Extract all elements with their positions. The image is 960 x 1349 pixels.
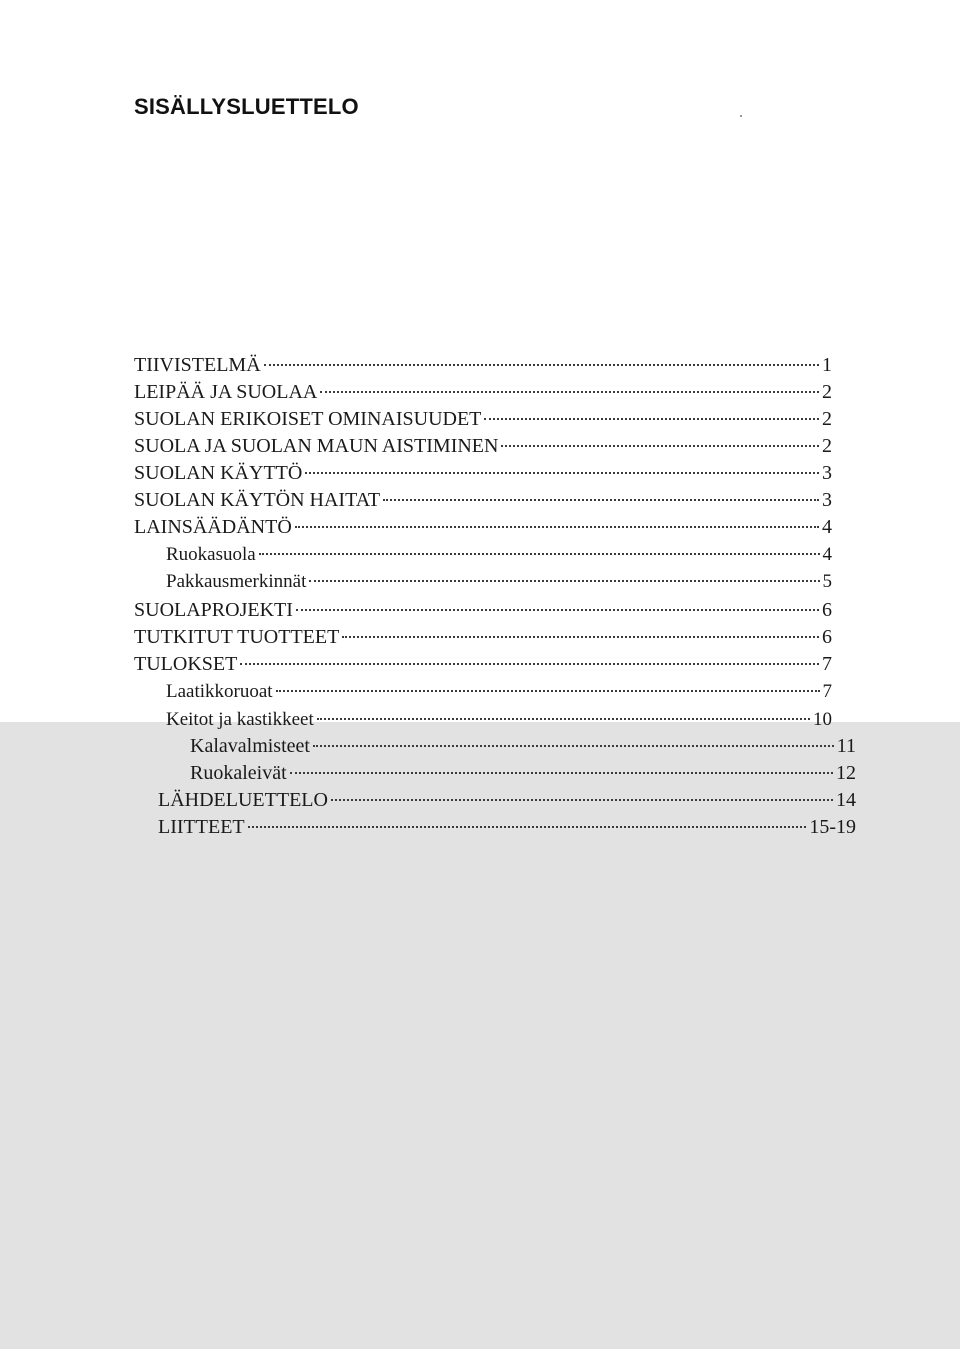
toc-leader-dots: [342, 636, 819, 638]
toc-entry-label: LEIPÄÄ JA SUOLAA: [134, 381, 318, 403]
toc-entry-page: 2: [822, 408, 832, 430]
toc-entry-page: 4: [822, 544, 832, 565]
toc-leader-dots: [484, 418, 819, 420]
toc-leader-dots: [264, 364, 819, 366]
toc-entry-leipaa-ja-suolaa[interactable]: [134, 379, 832, 406]
toc-leader-dots: [296, 609, 819, 611]
toc-subentry-ruokasuola[interactable]: [166, 541, 832, 568]
toc-leader-dots: [317, 718, 810, 720]
toc-entry-page: 15-19: [809, 816, 856, 838]
page-title: SISÄLLYSLUETTELO: [134, 94, 359, 119]
toc-entry-label: Keitot ja kastikkeet: [166, 709, 314, 730]
toc-leader-dots: [383, 499, 819, 501]
toc-entry-lahdeluettelo[interactable]: [158, 787, 856, 814]
toc-entry-page: 3: [822, 462, 832, 484]
toc-leader-dots: [331, 799, 833, 801]
toc-entry-label: TUTKITUT TUOTTEET: [134, 626, 340, 648]
toc-entry-tiivistelma[interactable]: [134, 352, 832, 379]
toc-leader-dots: [276, 690, 820, 692]
toc-leader-dots: [309, 580, 819, 582]
toc-subentry-pakkausmerkinnat[interactable]: [166, 568, 832, 595]
toc-entry-label: LÄHDELUETTELO: [158, 789, 328, 811]
toc-entry-page: 11: [836, 735, 856, 757]
toc-entry-page: 4: [822, 516, 832, 538]
toc-entry-page: 5: [822, 571, 832, 592]
toc-entry-suolan-kayton-haitat[interactable]: [134, 487, 832, 514]
toc-entry-page: 2: [822, 435, 832, 457]
toc-entry-label: Ruokasuola: [166, 544, 256, 565]
toc-leader-dots: [501, 445, 819, 447]
toc-leader-dots: [295, 526, 819, 528]
toc-entry-label: Laatikkoruoat: [166, 681, 273, 702]
toc-entry-liitteet[interactable]: [158, 814, 856, 841]
toc-entry-page: 14: [836, 789, 856, 811]
toc-entry-suola-ja-maun-aistiminen[interactable]: [134, 433, 832, 460]
toc-entry-label: SUOLAN KÄYTTÖ: [134, 462, 303, 484]
toc-leader-dots: [259, 553, 820, 555]
toc-entry-label: Pakkausmerkinnät: [166, 571, 307, 592]
toc-entry-page: 7: [822, 681, 832, 702]
toc-entry-label: LIITTEET: [158, 816, 245, 838]
toc-subentry-ruokaleivat[interactable]: [190, 760, 856, 787]
toc-entry-page: 6: [822, 599, 832, 621]
toc-entry-page: 12: [836, 762, 856, 784]
toc-entry-label: Ruokaleivät: [190, 762, 287, 784]
toc-subentry-keitot-ja-kastikkeet[interactable]: [166, 706, 832, 733]
toc-entry-page: 10: [813, 709, 832, 730]
toc-leader-dots: [290, 772, 833, 774]
toc-entry-lainsaadanto[interactable]: [134, 514, 832, 541]
toc-leader-dots: [313, 745, 834, 747]
toc-entry-label: SUOLAN KÄYTÖN HAITAT: [134, 489, 381, 511]
toc-entry-label: TULOKSET: [134, 653, 238, 675]
toc-entry-page: 1: [822, 354, 832, 376]
toc-entry-label: SUOLA JA SUOLAN MAUN AISTIMINEN: [134, 435, 499, 457]
toc-leader-dots: [320, 391, 819, 393]
toc-entry-tulokset[interactable]: [134, 651, 832, 678]
toc-entry-suolaprojekti[interactable]: [134, 597, 832, 624]
toc-subentry-kalavalmisteet[interactable]: [190, 733, 856, 760]
toc-entry-label: SUOLAN ERIKOISET OMINAISUUDET: [134, 408, 482, 430]
toc-entry-label: TIIVISTELMÄ: [134, 354, 261, 376]
toc-entry-label: Kalavalmisteet: [190, 735, 310, 757]
toc-entry-label: LAINSÄÄDÄNTÖ: [134, 516, 292, 538]
toc-entry-page: 2: [822, 381, 832, 403]
toc-entry-suolan-kaytto[interactable]: [134, 460, 832, 487]
toc-subentry-laatikkoruoat[interactable]: [166, 678, 832, 705]
toc-entry-label: SUOLAPROJEKTI: [134, 599, 293, 621]
toc-leader-dots: [240, 663, 819, 665]
toc-leader-dots: [305, 472, 819, 474]
toc-entry-suolan-erikoiset[interactable]: [134, 406, 832, 433]
toc-entry-page: 7: [822, 653, 832, 675]
toc-entry-page: 6: [822, 626, 832, 648]
toc-entry-tutkitut-tuotteet[interactable]: [134, 624, 832, 651]
toc-leader-dots: [248, 826, 807, 828]
toc-entry-page: 3: [822, 489, 832, 511]
